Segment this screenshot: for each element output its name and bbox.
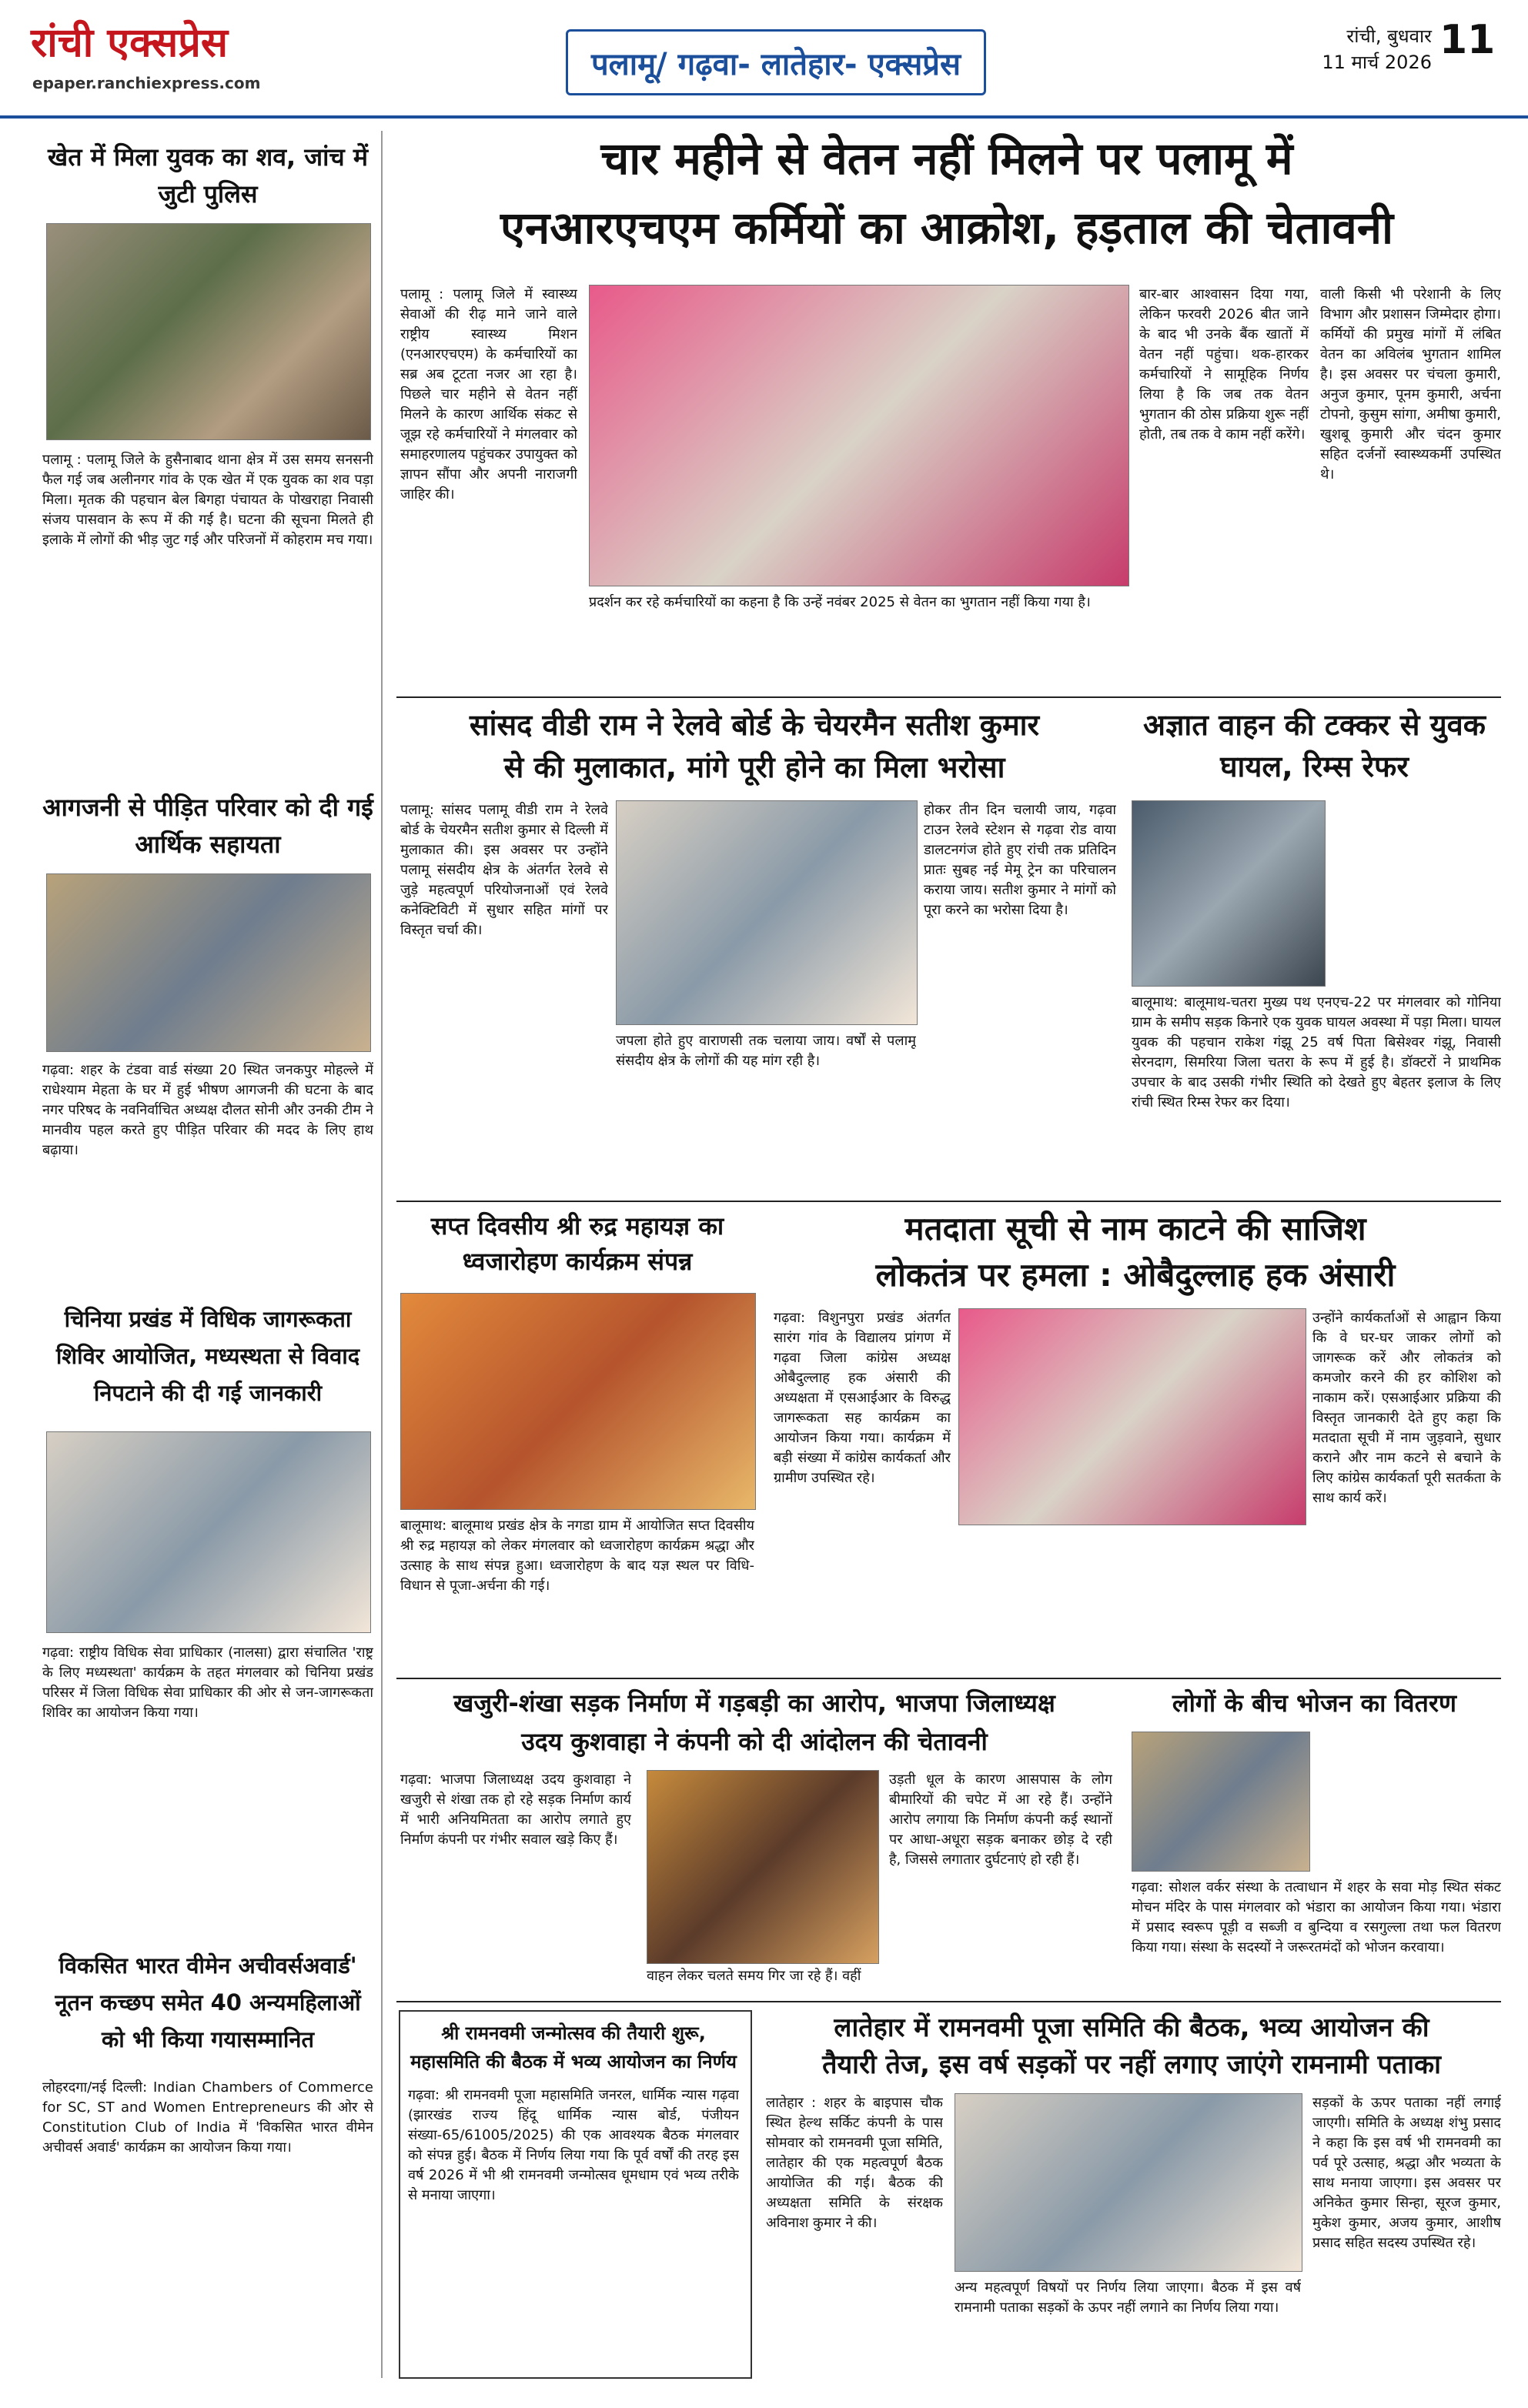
road-headline-2: उदय कुशवाहा ने कंपनी को दी आंदोलन की चेतावनी [521,1727,988,1756]
lead-headline-2: एनआरएचएम कर्मियों का आक्रोश, हड़ताल की चेतावनी [500,202,1394,254]
sidebar-story-3-title: चिनिया प्रखंड में विधिक जागरूकता शिविर आयोजित, मध्यस्थता से विवाद निपटाने की दी गई जानकारी [55,1306,360,1406]
janmotsav-headline-2: महासमिति की बैठक में भव्य आयोजन का निर्णय [410,2051,737,2072]
photo-body-in-field [46,223,371,440]
newspaper-logo: रांची एक्सप्रेस [31,19,229,66]
janmotsav-body: गढ़वा: श्री रामनवमी पूजा महासमिति जनरल, धार्मिक न्यास गढ़वा (झारखंड राज्य हिंदू धार्मिक न्यास बोर्ड, पंजीयन संख्या-65/61005/2025) की एक आवश्यक बैठक मंगलवार को संपन्न हुई। बैठक में निर्णय लिया गया कि पूर्व वर्षों की तरह इस वर्ष 2026 में भी श्री रामनवमी जन्मोत्सव धूमधाम एवं भव्य तरीके से मनाया जाएगा। [408,2087,739,2203]
lead-col-4: वाली किसी भी परेशानी के लिए विभाग और प्रशासन जिम्मेदार होगा। कर्मियों की प्रमुख मांगों में लंबित वेतन का अविलंब भुगतान शामिल है। इस अवसर पर चंचला कुमारी, अनुज कुमार, पूनम कुमारी, अर्चना टोपनो, कुसुम सांगा, अमीषा कुमारी, खुशबू कुमारी और चंदन कुमार सहित दर्जनों स्वास्थ्यकर्मी उपस्थित थे। [1320,286,1501,483]
road-body: गढ़वा: भाजपा जिलाध्यक्ष उदय कुशवाहा ने खजुरी से शंखा तक हो रहे सड़क निर्माण कार्य में भारी अनियमितता का आरोप लगाते हुए निर्माण कंपनी पर गंभीर सवाल खड़े किए हैं। [400,1772,631,1848]
accident-headline: अज्ञात वाहन की टक्कर से युवक घायल, रिम्स रेफर [1143,708,1486,783]
photo-uday-kushwaha [647,1770,879,1964]
divider [396,1201,1501,1202]
page-number: 11 [1439,17,1496,63]
rail-headline-1: सांसद वीडी राम ने रेलवे बोर्ड के चेयरमैन सतीश कुमार [469,708,1040,742]
lead-body: पलामू : पलामू जिले में स्वास्थ्य सेवाओं की रीढ़ माने जाने वाले राष्ट्रीय स्वास्थ्य मिशन (एनआरएचएम) के कर्मचारियों का सब्र अब टूटता नजर आ रहा है। पिछले चार महीने से वेतन नहीं मिलने के कारण आर्थिक संकट से जूझ रहे कर्मचारियों ने मंगलवार को समाहरणालय पहुंचकर उपायुक्त को ज्ञापन सौंपा और अपनी नाराजगी जाहिर की। [400,286,577,503]
section-banner: पलामू/ गढ़वा- लातेहार- एक्सप्रेस [566,29,986,95]
sidebar-story-4-title: विकसित भारत वीमेन अचीवर्सअवार्ड' नूतन कच्छप समेत 40 अन्यमहिलाओं को भी किया गयासम्मानित [55,1952,361,2052]
photo-fire-relief [46,873,371,1052]
rail-headline-2: से की मुलाकात, मांगे पूरी होने का मिला भरोसा [503,750,1005,784]
road-col-3: उड़ती धूल के कारण आसपास के लोग बीमारियों की चपेट में आ रहे हैं। उन्होंने आरोप लगाया कि निर्माण कंपनी कई स्थानों पर आधा-अधूरा सड़क बनाकर छोड़ दे रही है, जिससे लगातार दुर्घटनाएं हो रही हैं। [889,1772,1112,1868]
photo-congress-meeting [958,1308,1306,1525]
sidebar-story-4-body: लोहरदगा/नई दिल्ली: Indian Chambers of Commerce for SC, ST and Women Entrepreneurs की ओर से Constitution Club of India में 'विकसित भारत वीमेन अचीवर्स अवार्ड' कार्यक्रम का आयोजन किया गया। [42,2079,373,2156]
voter-headline-2: लोकतंत्र पर हमला : ओबैदुल्लाह हक अंसारी [875,1256,1396,1294]
janmotsav-headline-1: श्री रामनवमी जन्मोत्सव की तैयारी शुरू, [441,2022,706,2044]
divider [396,696,1501,698]
photo-legal-camp [46,1431,371,1633]
photo-nrhm-protest [589,285,1129,586]
lead-headline-1: चार महीने से वेतन नहीं मिलने पर पलामू में [600,132,1293,185]
voter-headline-1: मतदाता सूची से नाम काटने की साजिश [904,1210,1366,1247]
food-body: गढ़वा: सोशल वर्कर संस्था के तत्वाधान में शहर के सवा मोड़ स्थित संकट मोचन मंदिर के पास मंगलवार को भंडारा का आयोजन किया गया। भंडारा में प्रसाद स्वरूप पूड़ी व सब्जी व बुन्दिया व रसगुल्ला तथा फल वितरण किया गया। संस्था के सदस्यों ने जरूरतमंदों को भोजन करवाया। [1132,1879,1501,1955]
website-url[interactable]: epaper.ranchiexpress.com [32,74,261,92]
photo-injured-youth [1132,800,1326,987]
accident-body: बालूमाथ: बालूमाथ-चतरा मुख्य पथ एनएच-22 पर मंगलवार को गोनिया ग्राम के समीप सड़क किनारे एक युवक घायल अवस्था में पड़ा मिला। घायल युवक की पहचान राकेश गंझू 25 वर्ष पिता बिसेश्वर गंझू, निवासी सेरनदाग, सिमरिया जिला चतरा के रूप में हुई है। डॉक्टरों ने प्राथमिक उपचार के बाद उसकी गंभीर स्थिति को देखते हुए बेहतर इलाज के लिए रांची स्थित रिम्स रेफर कर दिया। [1132,994,1501,1110]
latehar-headline-2: तैयारी तेज, इस वर्ष सड़कों पर नहीं लगाए जाएंगे रामनामी पताका [822,2049,1441,2080]
sidebar-story-1-body: पलामू : पलामू जिले के हुसैनाबाद थाना क्षेत्र में उस समय सनसनी फैल गई जब अलीनगर गांव के एक खेत में एक युवक का शव पड़ा मिला। मृतक की पहचान बेल बिगहा पंचायत के पोखराहा निवासी संजय पासवान के रूप में की गई है। घटना की सूचना मिलते ही इलाके में लोगों की भीड़ जुट गई और परिजनों में कोहराम मच गया। [42,452,373,548]
rail-caption: जपला होते हुए वाराणसी तक चलाया जाय। वर्षों से पलामू संसदीय क्षेत्र के लोगों की यह मांग रही है। [616,1033,916,1069]
voter-col-3: उन्होंने कार्यकर्ताओं से आह्वान किया कि वे घर-घर जाकर लोगों को जागरूक करें और लोकतंत्र को कमजोर करने की हर कोशिश को नाकाम करें। एसआईआर प्रक्रिया की विस्तृत जानकारी देते हुए कहा कि मतदाता सूची में नाम जुड़वाने, सुधार कराने और नाम कटने से बचाने के लिए कांग्रेस कार्यकर्ता पूरी सतर्कता के साथ कार्य करें। [1312,1310,1501,1506]
lead-caption: प्रदर्शन कर रहे कर्मचारियों का कहना है कि उन्हें नवंबर 2025 से वेतन का भुगतान नहीं किया गया है। [589,594,1091,610]
city-day: रांची, बुधवार [1346,25,1432,47]
photo-ramnavmi-meeting [955,2093,1302,2272]
latehar-headline-1: लातेहार में रामनवमी पूजा समिति की बैठक, भव्य आयोजन की [834,2012,1429,2043]
sidebar-story-3-body: गढ़वा: राष्ट्रीय विधिक सेवा प्राधिकार (नालसा) द्वारा संचालित 'राष्ट्र के लिए मध्यस्थता' कार्यक्रम के तहत मंगलवार को चिनिया प्रखंड परिसर में जिला विधिक सेवा प्राधिकार की ओर से जन-जागरूकता शिविर का आयोजन किया गया। [42,1645,373,1721]
divider [396,2001,1501,2002]
road-headline-1: खजुरी-शंखा सड़क निर्माण में गड़बड़ी का आरोप, भाजपा जिलाध्यक्ष [453,1688,1055,1718]
sidebar-story-1-title: खेत में मिला युवक का शव, जांच में जुटी पुलिस [48,142,368,209]
road-caption: वाहन लेकर चलते समय गिर जा रहे हैं। वहीं [647,1968,861,1984]
yagya-body: बालूमाथ: बालूमाथ प्रखंड क्षेत्र के नगडा ग्राम में आयोजित सप्त दिवसीय श्री रुद्र महायज्ञ को लेकर मंगलवार को ध्वजारोहण कार्यक्रम श्रद्धा और उत्साह के साथ संपन्न हुआ। ध्वजारोहण के बाद यज्ञ स्थल पर विधि-विधान से पूजा-अर्चना की गई। [400,1518,754,1594]
sidebar-story-2-body: गढ़वा: शहर के टंडवा वार्ड संख्या 20 स्थित जनकपुर मोहल्ले में राधेश्याम मेहता के घर में हुई भीषण आगजनी की घटना के बाद नगर परिषद के नवनिर्वाचित अध्यक्ष दौलत सोनी और उनकी टीम ने मानवीय पहल करते हुए पीड़ित परिवार की मदद के लिए हाथ बढ़ाया। [42,1062,373,1158]
dateline [1278,23,1432,75]
latehar-caption: अन्य महत्वपूर्ण विषयों पर निर्णय लिया जाएगा। बैठक में इस वर्ष रामनामी पताका सड़कों के ऊपर नहीं लगाने का निर्णय लिया गया। [955,2279,1301,2316]
divider [396,1678,1501,1679]
food-headline: लोगों के बीच भोजन का वितरण [1172,1688,1457,1718]
latehar-col-3: सड़कों के ऊपर पताका नहीं लगाई जाएगी। समिति के अध्यक्ष शंभु प्रसाद ने कहा कि इस वर्ष भी रामनवमी का पर्व पूरे उत्साह, श्रद्धा और भव्यता के साथ मनाया जाएगा। इस अवसर पर अनिकेत कुमार सिन्हा, सूरज कुमार, मुकेश कुमार, अजय कुमार, आशीष प्रसाद सहित सदस्य उपस्थित रहे। [1312,2095,1501,2251]
latehar-body: लातेहार : शहर के बाइपास चौक स्थित हेल्थ सर्किट कंपनी के पास सोमवार को रामनवमी पूजा समिति, लातेहार की एक महत्वपूर्ण बैठक आयोजित की गई। बैठक की अध्यक्षता समिति के संरक्षक अविनाश कुमार ने की। [766,2095,943,2231]
photo-flag-hoisting [400,1293,756,1510]
photo-food-distribution [1132,1732,1310,1872]
lead-col-3: बार-बार आश्वासन दिया गया, लेकिन फरवरी 2026 बीत जाने के बाद भी उनके बैंक खातों में वेतन नहीं पहुंचा। थक-हारकर कर्मचारियों ने सामूहिक निर्णय लिया है कि जब तक वेतन भुगतान की ठोस प्रक्रिया शुरू नहीं होती, तब तक वे काम नहीं करेंगे। [1139,286,1309,443]
yagya-headline: सप्त दिवसीय श्री रुद्र महायज्ञ का ध्वजारोहण कार्यक्रम संपन्न [430,1211,724,1276]
issue-date: 11 मार्च 2026 [1322,52,1432,73]
sidebar-story-2-title: आगजनी से पीड़ित परिवार को दी गई आर्थिक सहायता [42,793,373,859]
rail-col-3: होकर तीन दिन चलायी जाय, गढ़वा टाउन रेलवे स्टेशन से गढ़वा रोड वाया डालटनगंज होते हुए रांची तक प्रतिदिन प्रातः सुबह नई मेमू ट्रेन का परिचालन कराया जाय। सतीश कुमार ने मांगों को पूरा करने का भरोसा दिया है। [924,802,1116,918]
rail-body: पलामू: सांसद पलामू वीडी राम ने रेलवे बोर्ड के चेयरमैन सतीश कुमार से दिल्ली में मुलाकात की। इस अवसर पर उन्होंने पलामू संसदीय क्षेत्र के अंतर्गत रेलवे से जुड़े महत्वपूर्ण परियोजनाओं एवं रेलवे कनेक्टिविटी में सुधार सहित मांगों पर विस्तृत चर्चा की। [400,802,608,938]
voter-body: गढ़वा: विशुनपुरा प्रखंड अंतर्गत सारंग गांव के विद्यालय प्रांगण में गढ़वा जिला कांग्रेस अध्यक्ष ओबैदुल्लाह हक अंसारी की अध्यक्षता में एसआईआर के विरुद्ध जागरूकता सह कार्यक्रम का आयोजन किया गया। कार्यक्रम में बड़ी संख्या में कांग्रेस कार्यकर्ता और ग्रामीण उपस्थित रहे। [774,1310,951,1486]
photo-mp-meeting [616,800,918,1025]
